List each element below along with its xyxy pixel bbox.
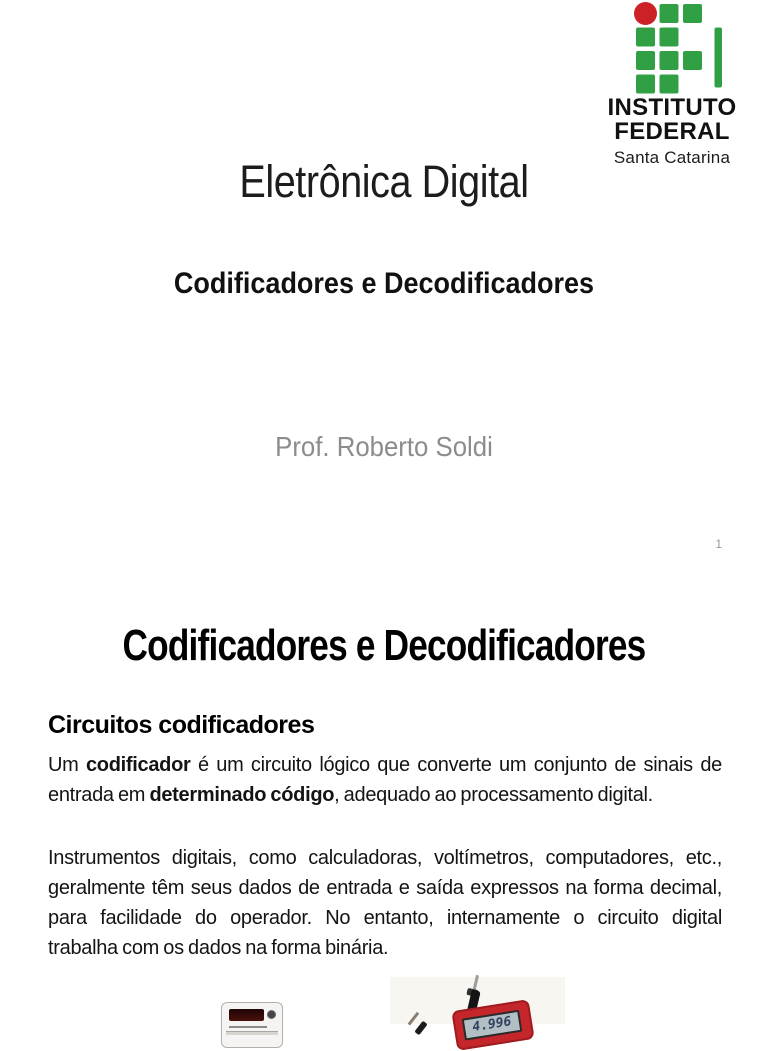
slide1-subtitle: Codificadores e Decodificadores (173, 267, 595, 300)
slide1-author: Prof. Roberto Soldi (275, 431, 493, 462)
ifsc-logo (596, 0, 748, 172)
voltmeter-body (451, 999, 534, 1051)
voltmeter-reading: 4.996 (471, 1014, 513, 1036)
calculator-divider (226, 1031, 278, 1035)
hp-logo-icon (267, 1010, 276, 1019)
paragraph-instrumentos: Instrumentos digitais, como calculadoras, voltímetros, computadores, etc., geralmente têm seus dados de entrada e saída expressos na forma decimal, para facilidade do operador. No entanto, internamente o circuito digital trabalha com os dados na forma binária. (48, 847, 722, 959)
page-number: 1 (715, 537, 722, 551)
calculator-image (221, 1002, 283, 1048)
ifsc-logo-mark-icon (626, 0, 726, 96)
slide1-title: Eletrônica Digital (239, 156, 529, 207)
logo-line-federal: FEDERAL (614, 118, 730, 145)
logo-line-instituto: INSTITUTO (607, 94, 737, 121)
slide-2 (0, 576, 768, 1036)
calculator-label-line (229, 1026, 267, 1028)
section-heading: Circuitos codificadores (48, 711, 315, 739)
voltmeter-image (390, 977, 565, 1036)
probe-tip-icon (408, 1012, 419, 1025)
slide2-title: Codificadores e Decodificadores (122, 621, 646, 670)
calculator-led-display (229, 1009, 264, 1021)
logo-line-santa-catarina: Santa Catarina (613, 148, 731, 167)
paragraph-codificador: Um codificador é um circuito lógico que converte um conjunto de sinais de entrada em determinado código, adequado ao processamento digital. (48, 754, 722, 806)
probe-handle-icon (414, 1021, 427, 1036)
voltmeter-lcd (462, 1010, 523, 1041)
